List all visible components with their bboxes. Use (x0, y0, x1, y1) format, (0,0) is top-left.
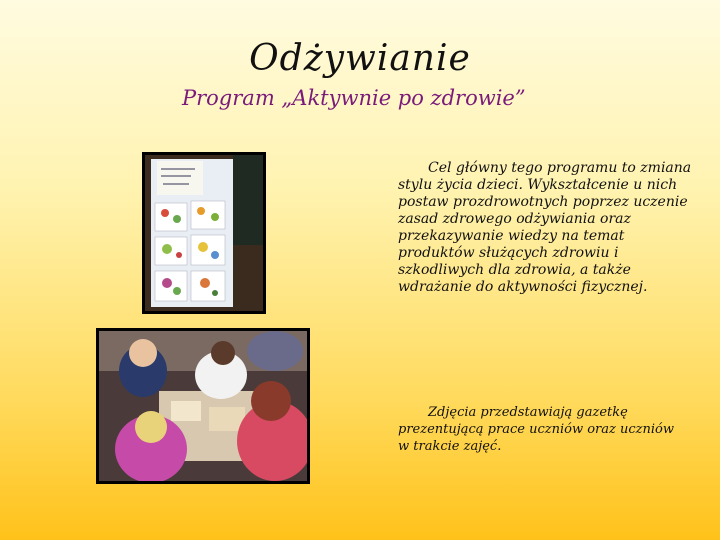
photo-caption-text: Zdjęcia przedstawiają gazetkę prezentującą prace uczniów oraz uczniów w trakcie zajęć. (398, 405, 674, 454)
photo-caption-paragraph (398, 404, 688, 455)
program-goal-paragraph (398, 160, 698, 296)
slide-subtitle: Program „Aktywnie po zdrowie” (182, 86, 526, 110)
bulletin-board-photo (142, 152, 266, 314)
students-activity-photo (96, 328, 310, 484)
slide-title: Odżywianie (249, 38, 471, 79)
program-goal-text: Cel główny tego programu to zmiana stylu życia dzieci. Wykształcenie u nich postaw prozdrowotnych poprzez uczenie zasad zdrowego odżywiania oraz przekazywanie wiedzy na temat produktów służących zdrowiu i szkodliwych dla zdrowia, a także wdrażanie do aktywności fizycznej. (398, 160, 692, 295)
